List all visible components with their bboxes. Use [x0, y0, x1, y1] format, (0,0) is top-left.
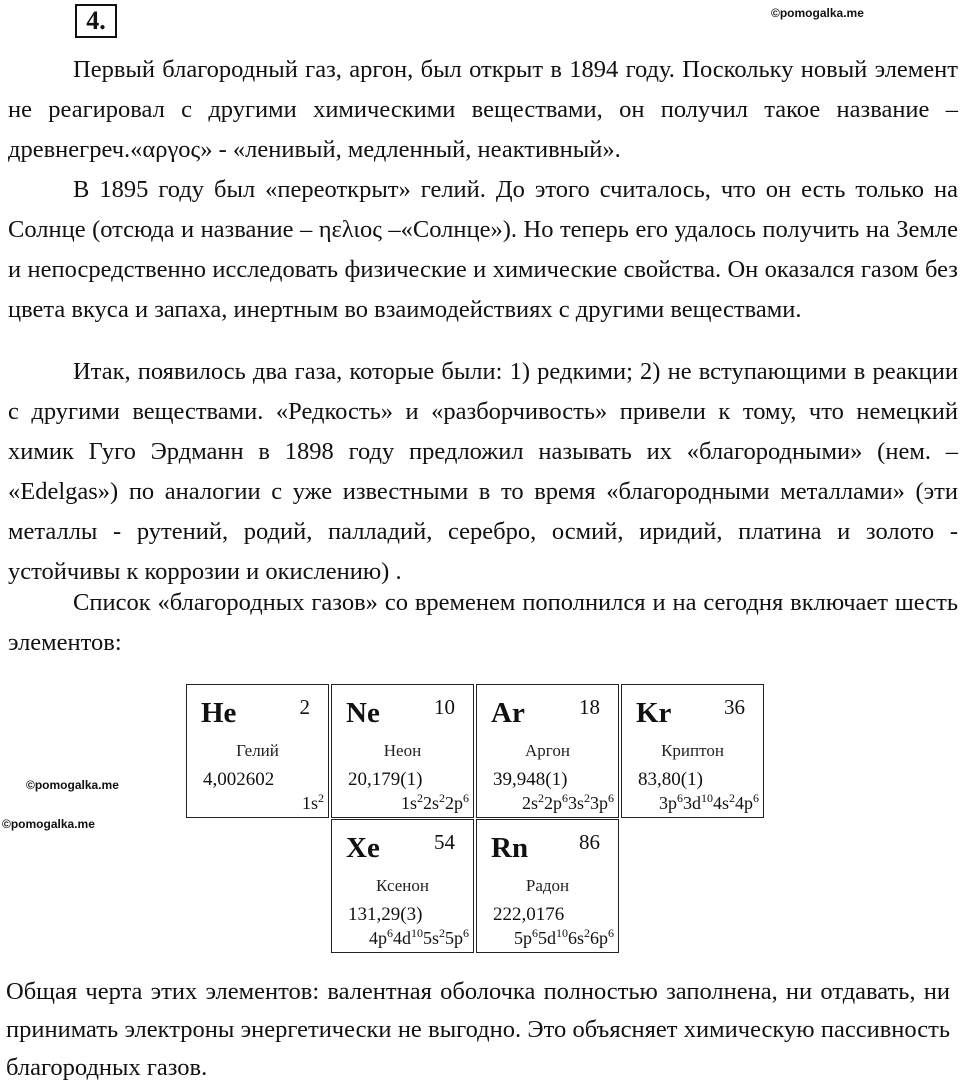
- element-name: Ксенон: [376, 876, 429, 895]
- element-symbol: He: [201, 697, 237, 729]
- atomic-number: 86: [579, 830, 600, 854]
- electron-config: $1s^2$: [301, 791, 324, 813]
- element-name: Аргон: [525, 741, 570, 760]
- electron-config: $3p^63d^{10}4s^24p^6$: [658, 791, 759, 813]
- electron-config: $4p^64d^{10}5s^25p^6$: [368, 926, 469, 948]
- paragraph-argon: Первый благородный газ, аргон, был открыт в 1894 году. Поскольку новый элемент не реагировал с другими химическими веществами, он получил такое название – древнегреч.«αργος» - «ленивый, медленный, неактивный».: [8, 56, 958, 163]
- atomic-mass: 83,80(1): [638, 769, 703, 790]
- atomic-number: 36: [724, 695, 745, 719]
- atomic-number: 54: [434, 830, 455, 854]
- atomic-mass: 20,179(1): [348, 769, 423, 790]
- atomic-number: 10: [434, 695, 455, 719]
- element-symbol: Rn: [491, 832, 529, 864]
- atomic-mass: 222,0176: [493, 904, 565, 925]
- atomic-mass: 39,948(1): [493, 769, 568, 790]
- element-name: Неон: [383, 741, 422, 760]
- watermark-left-2: ©pomogalka.me: [2, 817, 95, 831]
- element-symbol: Xe: [346, 832, 380, 864]
- element-symbol: Ar: [491, 697, 525, 729]
- element-symbol: Ne: [346, 697, 380, 729]
- paragraph-helium: В 1895 году был «переоткрыт» гелий. До этого считалось, что он есть только на Солнце (отсюда и название – ηελιος –«Солнце»). Но теперь его удалось получить на Земле и непосредственно исследовать физические и химические свойства. Он оказался газом без цвета вкуса и запаха, инертным во взаимодействиях с другими веществами.: [8, 176, 958, 323]
- watermark-left-1: ©pomogalka.me: [26, 778, 119, 792]
- element-symbol: Kr: [636, 697, 672, 729]
- element-cell-kr: [621, 684, 764, 818]
- atomic-mass: 131,29(3): [348, 904, 423, 925]
- task-number: 4.: [75, 4, 117, 38]
- paragraph-list-intro: Список «благородных газов» со временем пополнился и на сегодня включает шесть элементов:: [8, 589, 958, 656]
- element-name: Гелий: [236, 741, 279, 760]
- atomic-mass: 4,002602: [203, 769, 275, 790]
- electron-config: $2s^22p^63s^23p^6$: [521, 791, 614, 813]
- element-cell-he: [186, 684, 329, 818]
- atomic-number: 2: [299, 695, 310, 719]
- element-name: Криптон: [661, 741, 724, 760]
- electron-config: $5p^65d^{10}6s^26p^6$: [513, 926, 614, 948]
- element-name: Радон: [525, 876, 570, 895]
- element-cell-xe: [331, 819, 474, 953]
- element-cell-ar: [476, 684, 619, 818]
- atomic-number: 18: [579, 695, 600, 719]
- paragraph-conclusion: Общая черта этих элементов: валентная оболочка полностью заполнена, ни отдавать, ни принимать электроны энергетически не выгодно. Это объясняет химическую пассивность благородных газов.: [6, 978, 950, 1081]
- element-cell-ne: [331, 684, 474, 818]
- noble-gases-table: [186, 684, 768, 964]
- watermark-top: ©pomogalka.me: [771, 6, 864, 20]
- paragraph-noble-name: Итак, появилось два газа, которые были: 1) редкими; 2) не вступающими в реакции с другими веществами. «Редкость» и «разборчивость» привели к тому, что немецкий химик Гуго Эрдманн в 1898 году предложил называть их «благородными» (нем. – «Edelgas») по аналогии с уже известными в то время «благородными металлами» (эти металлы - рутений, родий, палладий, серебро, осмий, иридий, платина и золото - устойчивы к коррозии и окислению) .: [8, 358, 958, 585]
- element-cell-rn: [476, 819, 619, 953]
- electron-config: $1s^22s^22p^6$: [400, 791, 469, 813]
